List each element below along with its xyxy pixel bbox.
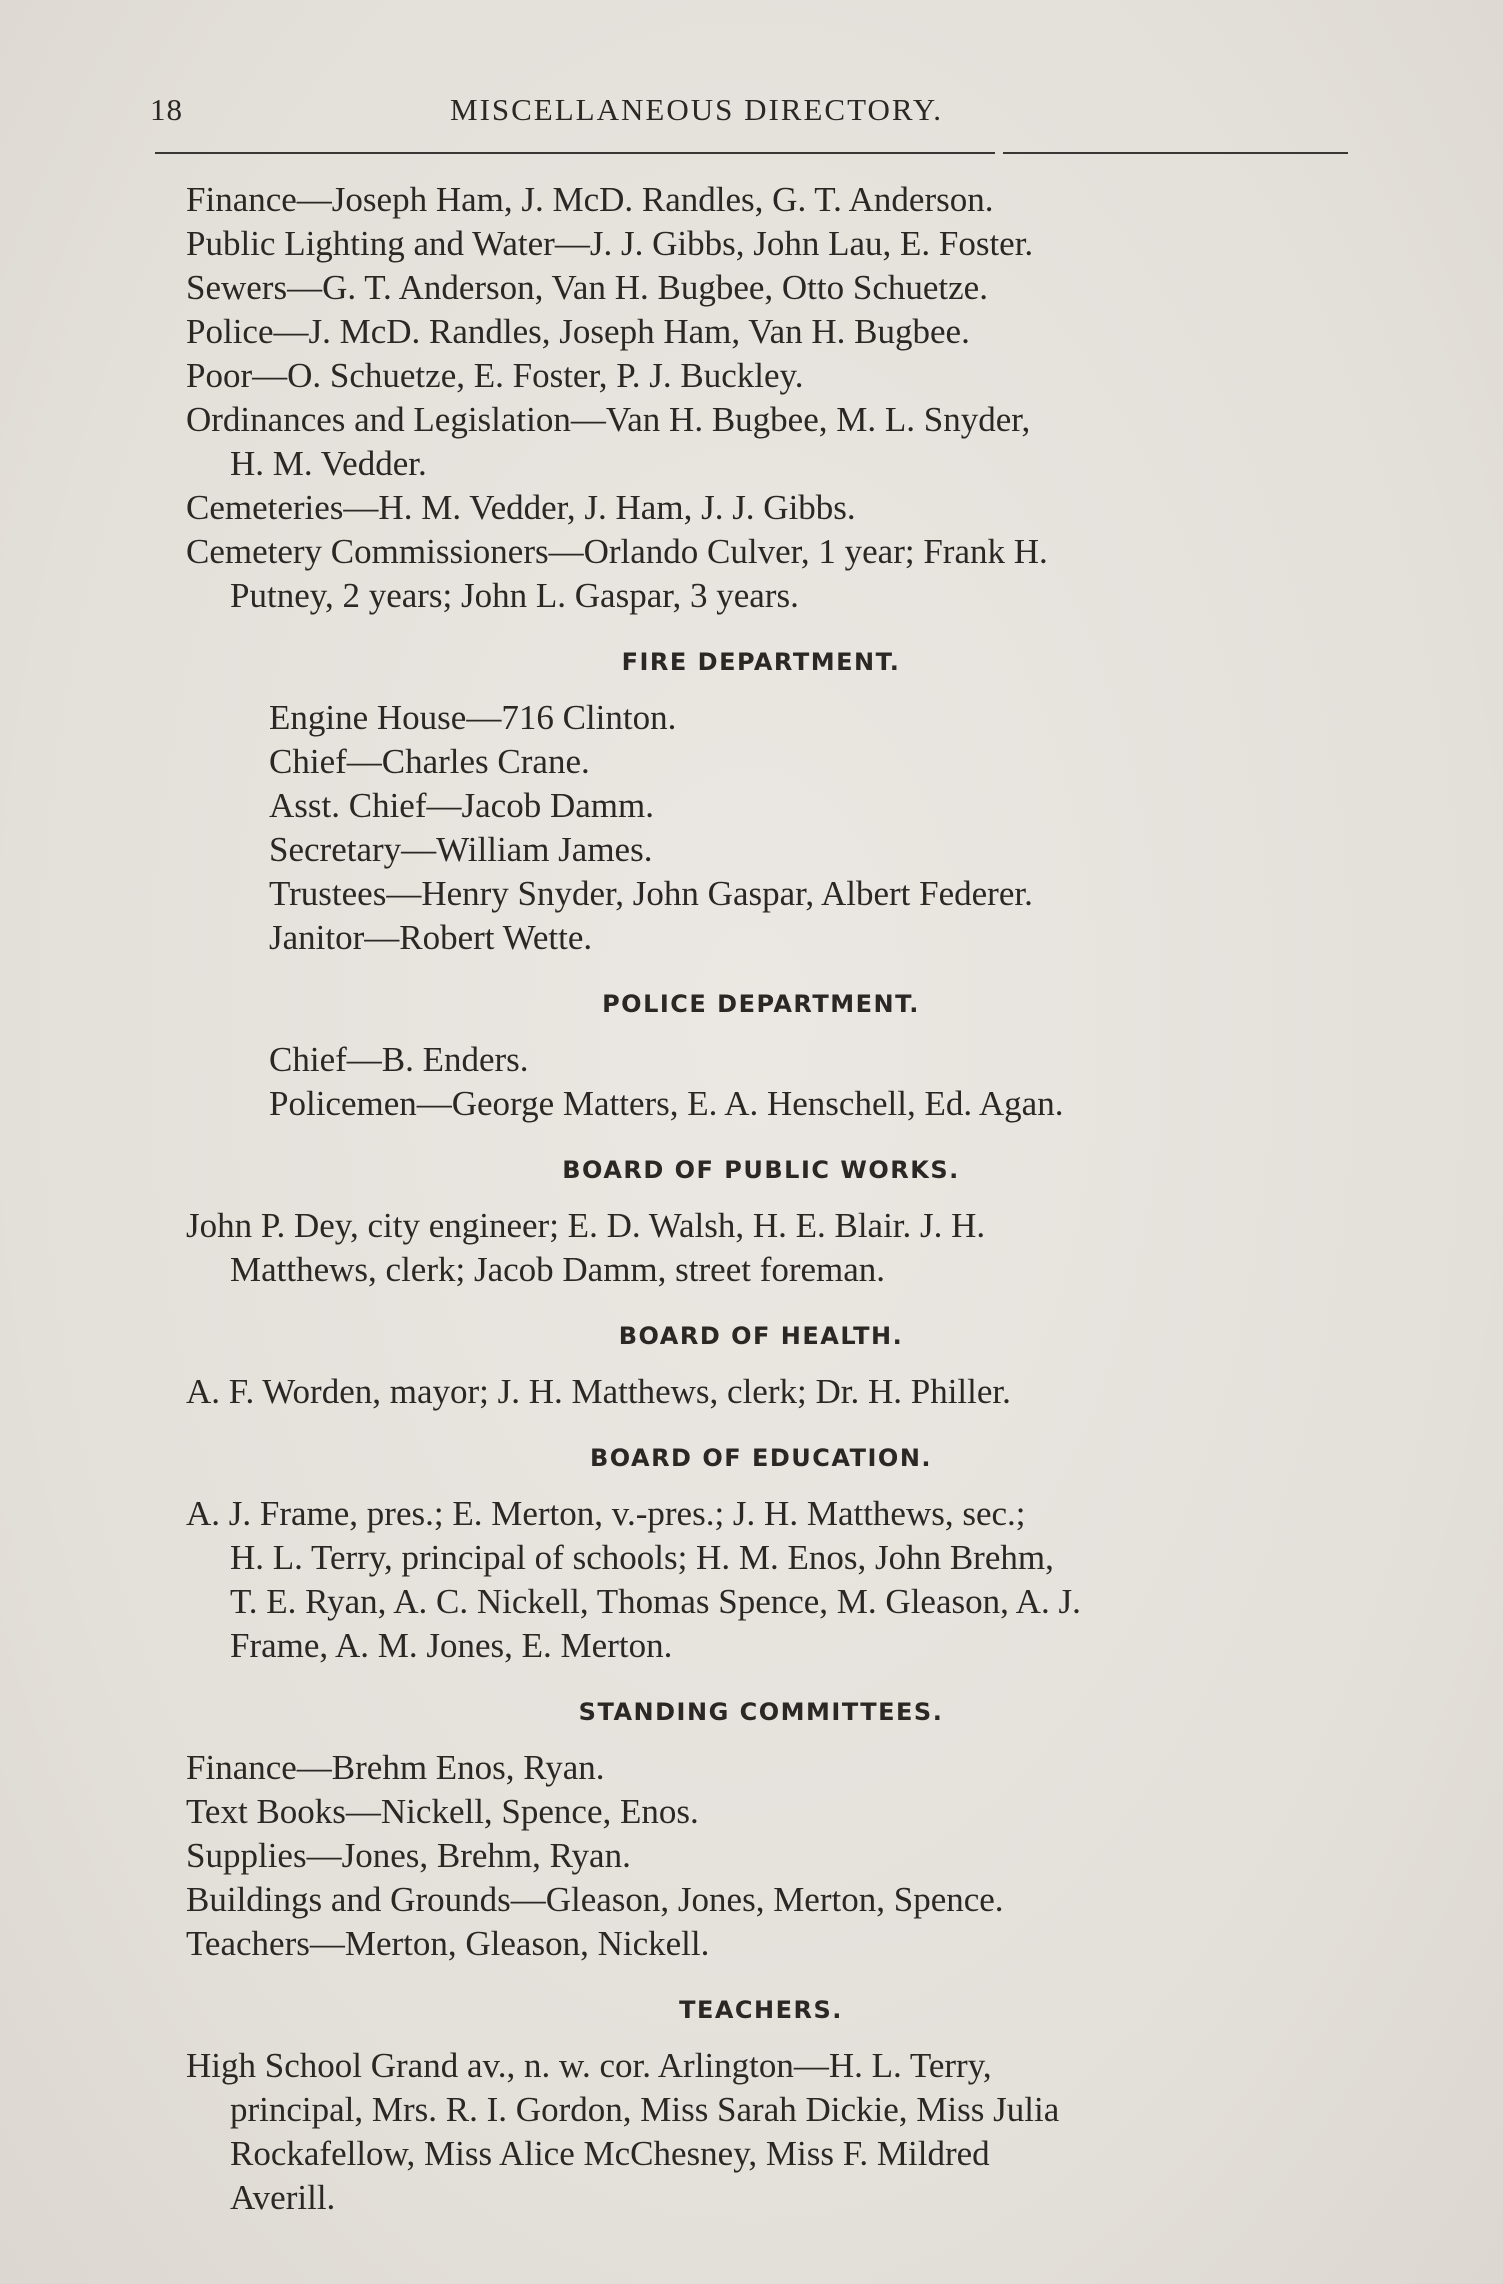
education-line: A. J. Frame, pres.; E. Merton, v.-pres.; J. H. Matthews, sec.; bbox=[186, 1494, 1026, 1533]
committees-block bbox=[186, 178, 1336, 618]
committee-line: Finance—Joseph Ham, J. McD. Randles, G. T. Anderson. bbox=[186, 180, 994, 219]
health-block bbox=[186, 1370, 1336, 1414]
committee-line: Poor—O. Schuetze, E. Foster, P. J. Buckley. bbox=[186, 356, 804, 395]
teachers-line-continued: principal, Mrs. R. I. Gordon, Miss Sarah Dickie, Miss Julia bbox=[230, 2090, 1060, 2129]
teachers-heading: TEACHERS. bbox=[679, 1996, 843, 2024]
health-heading: BOARD OF HEALTH. bbox=[618, 1322, 904, 1350]
public-works-block bbox=[186, 1204, 1336, 1292]
teachers-line-continued: Rockafellow, Miss Alice McChesney, Miss F. Mildred bbox=[230, 2134, 990, 2173]
standing-committee-line: Teachers—Merton, Gleason, Nickell. bbox=[186, 1924, 710, 1963]
standing-committees-block bbox=[186, 1746, 1336, 1966]
fire-department-line: Trustees—Henry Snyder, John Gaspar, Albert Federer. bbox=[269, 874, 1033, 913]
committee-line: Ordinances and Legislation—Van H. Bugbee, M. L. Snyder, bbox=[186, 400, 1031, 439]
committee-line: Public Lighting and Water—J. J. Gibbs, John Lau, E. Foster. bbox=[186, 224, 1034, 263]
committee-line: Cemetery Commissioners—Orlando Culver, 1 year; Frank H. bbox=[186, 532, 1048, 571]
education-line-continued: T. E. Ryan, A. C. Nickell, Thomas Spence, M. Gleason, A. J. bbox=[230, 1582, 1081, 1621]
running-title: MISCELLANEOUS DIRECTORY. bbox=[450, 92, 943, 127]
public-works-line-continued: Matthews, clerk; Jacob Damm, street foreman. bbox=[230, 1250, 886, 1289]
standing-committees-heading: STANDING COMMITTEES. bbox=[578, 1698, 944, 1726]
fire-department-line: Chief—Charles Crane. bbox=[269, 742, 590, 781]
teachers-line: High School Grand av., n. w. cor. Arlington—H. L. Terry, bbox=[186, 2046, 992, 2085]
public-works-heading: BOARD OF PUBLIC WORKS. bbox=[562, 1156, 960, 1184]
committee-line: Police—J. McD. Randles, Joseph Ham, Van H. Bugbee. bbox=[186, 312, 970, 351]
teachers-line-continued: Averill. bbox=[230, 2178, 336, 2217]
education-line-continued: H. L. Terry, principal of schools; H. M. Enos, John Brehm, bbox=[230, 1538, 1054, 1577]
fire-department-line: Asst. Chief—Jacob Damm. bbox=[269, 786, 654, 825]
health-line: A. F. Worden, mayor; J. H. Matthews, clerk; Dr. H. Philler. bbox=[186, 1372, 1011, 1411]
police-department-line: Chief—B. Enders. bbox=[269, 1040, 529, 1079]
standing-committee-line: Buildings and Grounds—Gleason, Jones, Merton, Spence. bbox=[186, 1880, 1004, 1919]
police-department-heading: POLICE DEPARTMENT. bbox=[602, 990, 920, 1018]
education-block bbox=[186, 1492, 1336, 1668]
committee-line: Sewers—G. T. Anderson, Van H. Bugbee, Otto Schuetze. bbox=[186, 268, 988, 307]
standing-committee-line: Text Books—Nickell, Spence, Enos. bbox=[186, 1792, 699, 1831]
fire-department-line: Engine House—716 Clinton. bbox=[269, 698, 677, 737]
public-works-line: John P. Dey, city engineer; E. D. Walsh, H. E. Blair. J. H. bbox=[186, 1206, 986, 1245]
committee-line: Cemeteries—H. M. Vedder, J. Ham, J. J. Gibbs. bbox=[186, 488, 856, 527]
fire-department-line: Janitor—Robert Wette. bbox=[269, 918, 593, 957]
fire-department-block bbox=[186, 696, 1336, 960]
page-header bbox=[150, 92, 1350, 142]
education-heading: BOARD OF EDUCATION. bbox=[589, 1444, 933, 1472]
police-department-line: Policemen—George Matters, E. A. Henschell, Ed. Agan. bbox=[269, 1084, 1064, 1123]
fire-department-heading: FIRE DEPARTMENT. bbox=[621, 648, 901, 676]
standing-committee-line: Supplies—Jones, Brehm, Ryan. bbox=[186, 1836, 631, 1875]
education-line-continued: Frame, A. M. Jones, E. Merton. bbox=[230, 1626, 673, 1665]
committee-line-continued: Putney, 2 years; John L. Gaspar, 3 years. bbox=[230, 576, 799, 615]
header-rule bbox=[1003, 152, 1348, 154]
standing-committee-line: Finance—Brehm Enos, Ryan. bbox=[186, 1748, 605, 1787]
page-number: 18 bbox=[150, 92, 183, 127]
fire-department-line: Secretary—William James. bbox=[269, 830, 653, 869]
committee-line-continued: H. M. Vedder. bbox=[230, 444, 427, 483]
directory-content bbox=[186, 178, 1336, 2220]
header-rule bbox=[155, 152, 995, 154]
police-department-block bbox=[186, 1038, 1336, 1126]
teachers-block bbox=[186, 2044, 1336, 2220]
